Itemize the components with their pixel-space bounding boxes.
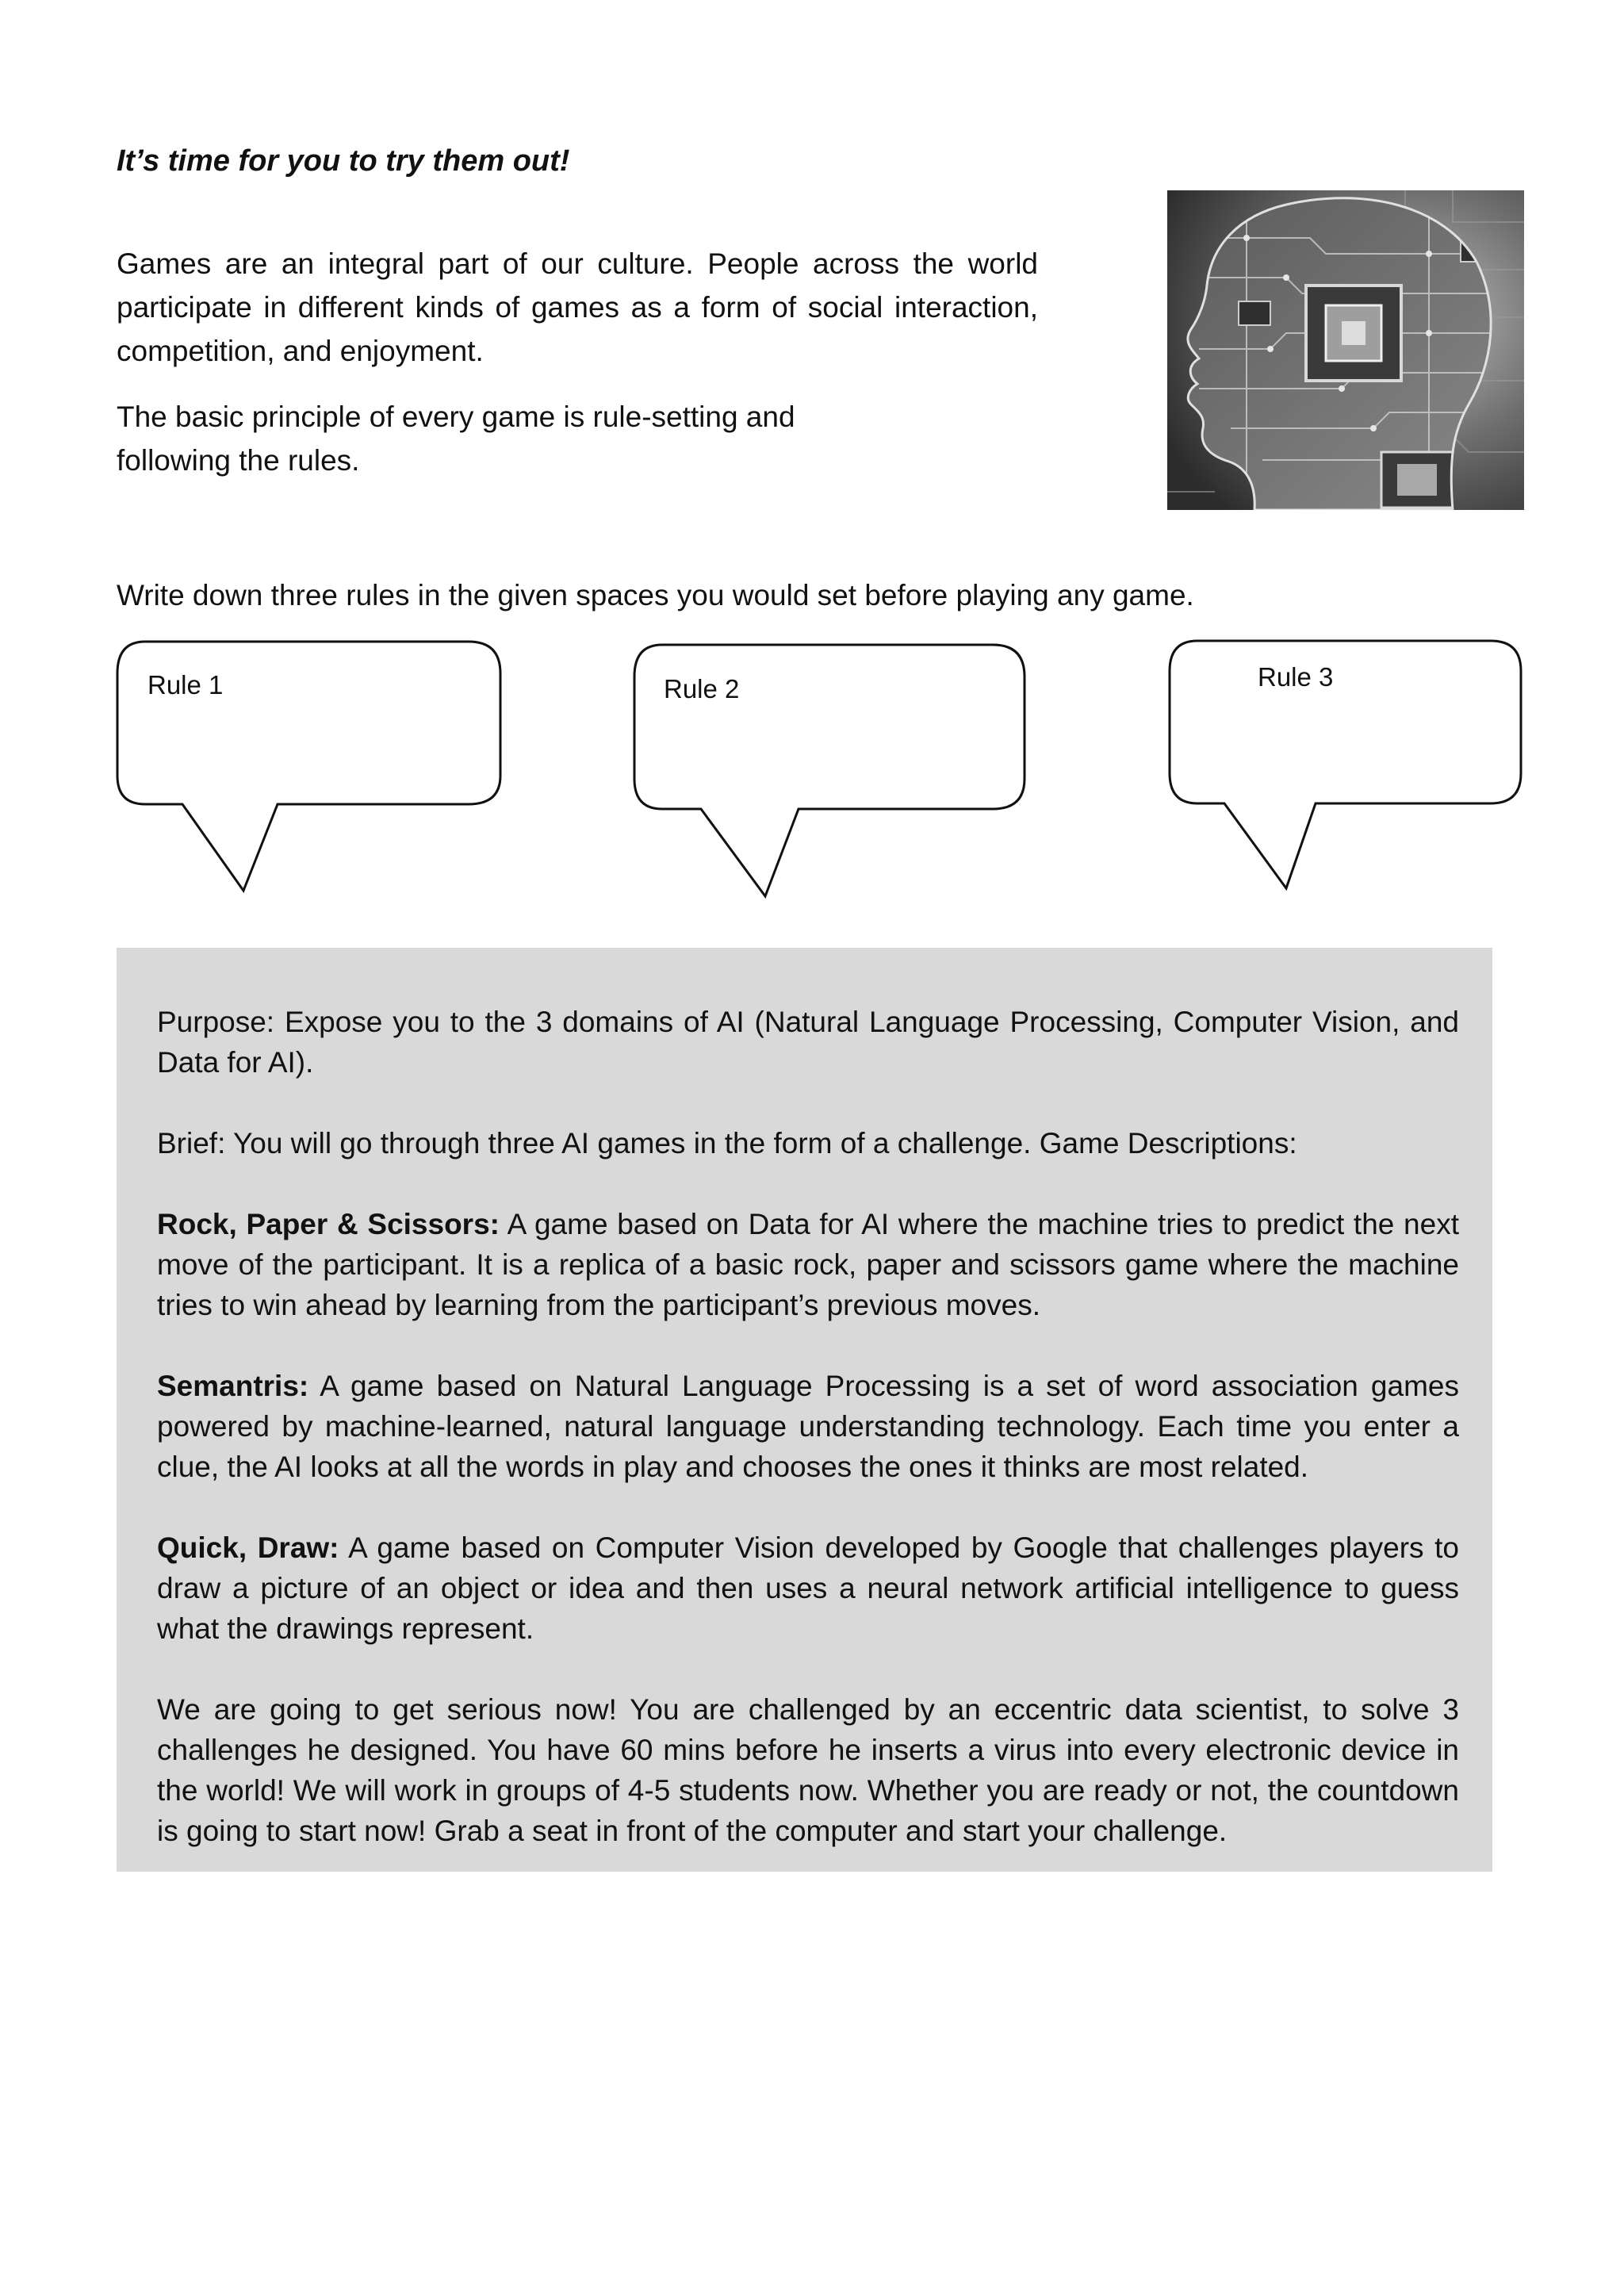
intro-paragraph-2: The basic principle of every game is rule-setting and following the rules. [117,401,795,477]
game-text: A game based on Computer Vision developed by Google that challenges players to draw a picture of an object or idea and then uses a neural network artificial intelligence to guess what the drawings represent. [157,1531,1459,1645]
closing-text: We are going to get serious now! You are challenged by an eccentric data scientist, to solve 3 challenges he designed. You have 60 mins before he inserts a virus into every electronic device in the world! We will work in groups of 4-5 students now. Whether you are ready or not, the countdown is going to start now! Grab a seat in front of the computer and start your challenge. [157,1693,1459,1847]
game-name: Semantris: [157,1370,309,1402]
game-text: A game based on Data for AI where the machine tries to predict the next move of the participant. It is a replica of a basic rock, paper and scissors game where the machine tries to win ahead by learning from the participant’s previous moves. [157,1208,1459,1321]
rule-3-speech-bubble[interactable] [1167,638,1524,892]
game-description-semantris [157,1366,1459,1487]
rule-2-label: Rule 2 [664,674,740,703]
rules-instruction: Write down three rules in the given spaces you would set before playing any game. [117,579,1194,611]
game-name: Rock, Paper & Scissors: [157,1208,500,1240]
brief-text: Brief: You will go through three AI games in the form of a challenge. Game Descriptions: [157,1127,1297,1159]
rule-1-label: Rule 1 [147,670,224,700]
rule-3-label: Rule 3 [1258,662,1334,692]
intro-paragraph-1: Games are an integral part of our culture. People across the world participate in different kinds of games as a form of social interaction, competition, and enjoyment. [117,247,1038,367]
game-description-rock-paper-scissors [157,1204,1459,1325]
page-heading: It’s time for you to try them out! [117,144,570,178]
game-name: Quick, Draw: [157,1531,339,1564]
purpose-text: Purpose: Expose you to the 3 domains of AI (Natural Language Processing, Computer Vision, and Data for AI). [157,1006,1459,1079]
game-descriptions-panel [117,948,1492,1872]
ai-head-circuit-icon [1167,190,1524,510]
game-text: A game based on Natural Language Processing is a set of word association games powered by machine-learned, natural language understanding technology. Each time you enter a clue, the AI looks at all the words in play and chooses the ones it thinks are most related. [157,1370,1459,1483]
game-description-quick-draw [157,1527,1459,1649]
